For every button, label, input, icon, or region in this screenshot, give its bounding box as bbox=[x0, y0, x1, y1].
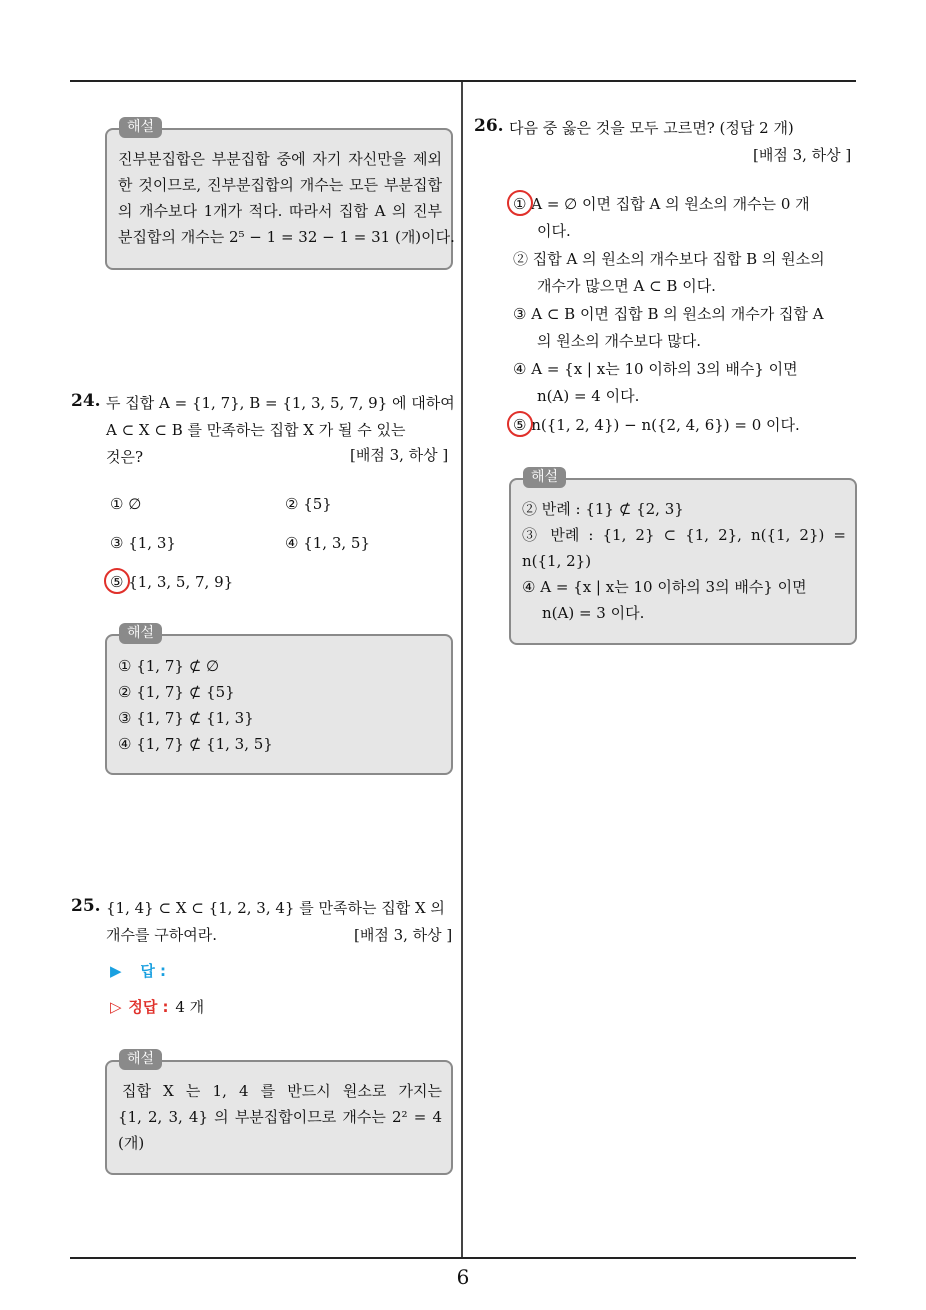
explanation-tag: 해설 bbox=[119, 1049, 162, 1070]
explanation-line: ③ 반례 : {1, 2} ⊂ {1, 2}, n({1, 2}) = bbox=[522, 526, 846, 544]
choice-line: 의 원소의 개수보다 많다. bbox=[537, 332, 701, 350]
explanation-line: {1, 2, 3, 4} 의 부분집합이므로 개수는 2² = 4 bbox=[118, 1108, 442, 1126]
selected-answer-circle bbox=[104, 568, 130, 594]
explanation-line: ① {1, 7} ⊄ ∅ bbox=[118, 657, 220, 675]
explanation-tag: 해설 bbox=[523, 467, 566, 488]
explanation-line: ④ A = {x | x는 10 이하의 3의 배수} 이면 bbox=[522, 578, 807, 596]
explanation-line: 진부분집합은 부분집합 중에 자기 자신만을 제외 bbox=[118, 150, 442, 168]
explanation-text-26 bbox=[522, 496, 846, 626]
choice-26-5[interactable] bbox=[513, 412, 853, 439]
choice-line: ① A = ∅ 이면 집합 A 의 원소의 개수는 0 개 bbox=[513, 195, 810, 213]
choice-26-3[interactable] bbox=[513, 301, 853, 355]
column-divider bbox=[461, 82, 463, 1257]
question-line: {1, 4} ⊂ X ⊂ {1, 2, 3, 4} 를 만족하는 집합 X 의 bbox=[106, 899, 445, 917]
explanation-text-25 bbox=[118, 1078, 442, 1156]
top-rule bbox=[70, 80, 856, 82]
explanation-line: (개) bbox=[118, 1134, 145, 1152]
question-line: 두 집합 A = {1, 7}, B = {1, 3, 5, 7, 9} 에 대하여 bbox=[106, 394, 455, 412]
explanation-line: ③ {1, 7} ⊄ {1, 3} bbox=[118, 709, 254, 727]
choice-line: ③ A ⊂ B 이면 집합 B 의 원소의 개수가 집합 A bbox=[513, 305, 824, 323]
answer-label: 답 : bbox=[140, 962, 167, 980]
choice-line: ④ A = {x | x는 10 이하의 3의 배수} 이면 bbox=[513, 360, 798, 378]
score-meta-25: [배점 3, 하상 ] bbox=[354, 926, 453, 944]
page-number: 6 bbox=[456, 1265, 470, 1289]
correct-value: 4 개 bbox=[175, 998, 205, 1016]
choice-24-3[interactable]: ③ {1, 3} bbox=[110, 534, 176, 552]
explanation-line: n(A) = 3 이다. bbox=[542, 604, 645, 622]
question-line: 것은? bbox=[106, 448, 144, 466]
question-number-24: 24. bbox=[71, 391, 101, 411]
explanation-line: 집합 X 는 1, 4 를 반드시 원소로 가지는 bbox=[122, 1082, 442, 1100]
explanation-line: 분집합의 개수는 2⁵ − 1 = 32 − 1 = 31 (개)이다. bbox=[118, 228, 455, 246]
explanation-tag: 해설 bbox=[119, 117, 162, 138]
explanation-line: n({1, 2}) bbox=[522, 552, 592, 570]
question-number-26: 26. bbox=[474, 116, 504, 136]
explanation-text-23 bbox=[118, 146, 455, 250]
choice-26-1[interactable] bbox=[513, 191, 853, 245]
question-text-26 bbox=[509, 115, 855, 142]
question-line: A ⊂ X ⊂ B 를 만족하는 집합 X 가 될 수 있는 bbox=[106, 421, 406, 439]
question-number-25: 25. bbox=[71, 896, 101, 916]
choice-line: n(A) = 4 이다. bbox=[537, 387, 640, 405]
choice-line: 개수가 많으면 A ⊂ B 이다. bbox=[537, 277, 716, 295]
explanation-line: 한 것이므로, 진부분집합의 개수는 모든 부분집합 bbox=[118, 176, 442, 194]
explanation-tag: 해설 bbox=[119, 623, 162, 644]
question-line: 다음 중 옳은 것을 모두 고르면? (정답 2 개) bbox=[509, 119, 794, 137]
choice-26-2[interactable] bbox=[513, 246, 853, 300]
explanation-line: ② {1, 7} ⊄ {5} bbox=[118, 683, 235, 701]
question-line: 개수를 구하여라. bbox=[106, 926, 217, 944]
explanation-line: ② 반례 : {1} ⊄ {2, 3} bbox=[522, 500, 684, 518]
choice-line: ② 집합 A 의 원소의 개수보다 집합 B 의 원소의 bbox=[513, 250, 825, 268]
correct-marker-icon: ▷ bbox=[110, 998, 122, 1016]
score-meta-26: [배점 3, 하상 ] bbox=[753, 146, 852, 164]
choice-line: ⑤ n({1, 2, 4}) − n({2, 4, 6}) = 0 이다. bbox=[513, 416, 800, 434]
score-meta-24: [배점 3, 하상 ] bbox=[350, 446, 449, 464]
choice-26-4[interactable] bbox=[513, 356, 853, 410]
selected-answer-circle bbox=[507, 190, 533, 216]
correct-answer-row bbox=[110, 996, 204, 1017]
choice-24-4[interactable]: ④ {1, 3, 5} bbox=[285, 534, 371, 552]
explanation-line: 의 개수보다 1개가 적다. 따라서 집합 A 의 진부 bbox=[118, 202, 442, 220]
bottom-rule bbox=[70, 1257, 856, 1259]
choice-line: 이다. bbox=[537, 222, 571, 240]
selected-answer-circle bbox=[507, 411, 533, 437]
explanation-line: ④ {1, 7} ⊄ {1, 3, 5} bbox=[118, 735, 273, 753]
answer-input-row[interactable] bbox=[110, 960, 166, 981]
correct-label: 정답 : bbox=[128, 998, 169, 1016]
choice-24-2[interactable]: ② {5} bbox=[285, 495, 332, 513]
choice-24-5[interactable]: ⑤ {1, 3, 5, 7, 9} bbox=[110, 573, 234, 591]
choice-24-1[interactable]: ① ∅ bbox=[110, 495, 142, 513]
answer-marker-icon: ▶ bbox=[110, 962, 122, 980]
explanation-text-24 bbox=[118, 653, 442, 757]
